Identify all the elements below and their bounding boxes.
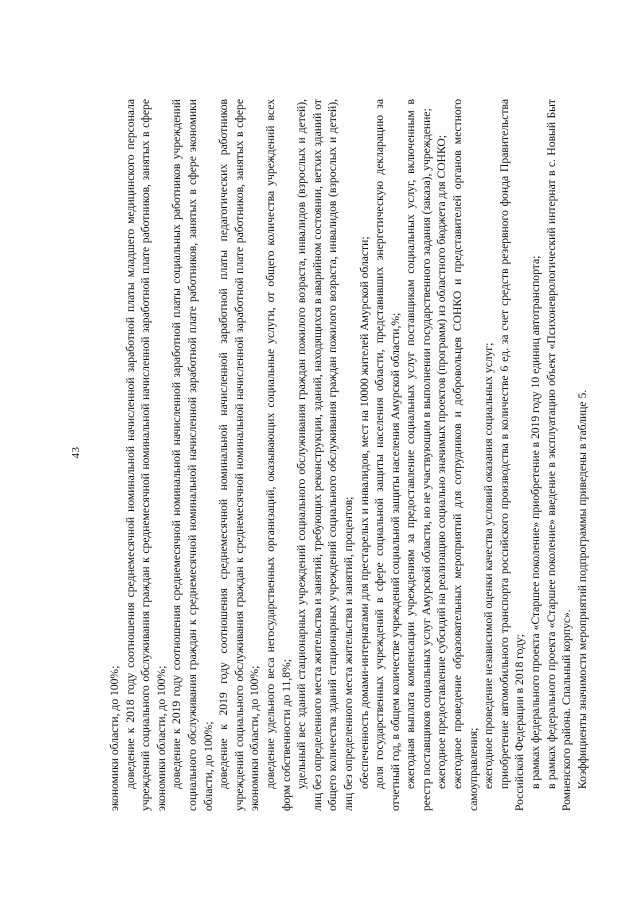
paragraph: ежегодное предоставление субсидий на реализацию социально значимых проектов (программ) из областного бюджета для СОНКО;	[435, 135, 449, 789]
paragraph: ежегодное проведение независимой оценки качества условий оказания социальных услуг;	[482, 342, 496, 789]
paragraph: доведение к 2019 году соотношения среднемесячной номинальной начисленной заработной платы педагогических работников учреждений социального обслуживания граждан к среднемесячной номинальной начисленной заработной плате работников, занятых в сфере экономики области, до 100%;	[217, 99, 262, 811]
paragraph: доведение к 2018 году соотношения среднемесячной номинальной начисленной заработной платы младшего медицинского персонала учреждений социального обслуживания граждан к среднемесячной номинальной начисленной заработной плате работников, занятых в сфере экономики области, до 100%;	[123, 99, 168, 811]
paragraph: обеспеченность домами-интернатами для престарелых и инвалидов, мест на 10000 жителей Амурской области;	[357, 236, 371, 789]
document-body	[107, 99, 627, 811]
paragraph: приобретение автомобильного транспорта российского производства в количестве 6 ед. за счет средств резервного фонда Правительства Российской Федерации в 2018 году;	[497, 99, 527, 811]
page-number: 43	[70, 446, 82, 459]
paragraph: удельный вес зданий стационарных учреждений социального обслуживания граждан пожилого возраста, инвалидов (взрослых и детей), лиц без определенного места жительства и занятий, требующих реконструкции, зданий, находящихся в аварийном состоянии, ветхих зданий от общего количества зданий стационарных учреждений социального обслуживания граждан пожилого возраста, инвалидов (взрослых и детей), лиц без определенного места жительства и занятий, процентов;	[295, 99, 355, 811]
paragraph: доведение к 2019 году соотношения среднемесячной номинальной начисленной заработной платы социальных работников учреждений социального обслуживания граждан к среднемесячной номинальной начисленной заработной плате работников, занятых в сфере экономики области, до 100%;	[170, 99, 215, 811]
paragraph: ежегодное проведение образовательных мероприятий для сотрудников и добровольцев СОНКО и представителей органов местного самоуправления;	[451, 99, 480, 811]
paragraph: ежегодная выплата компенсации учреждениям за предоставление социальных услуг поставщикам социальных услуг, включенным в реестр поставщиков социальных услуг Амурской области, но не участвующим в выполнении государственного задания (заказа), учреждение;	[404, 99, 433, 811]
paragraph: Коэффициенты значимости мероприятий подпрограммы приведены в таблице 5.	[575, 389, 589, 789]
paragraph: доведение удельного веса негосударственных организаций, оказывающих социальные услуги, от общего количества учреждений всех форм собственности до 11,8%;	[263, 99, 293, 811]
paragraph: экономики области, до 100%;	[108, 665, 121, 811]
paragraph: в рамках федерального проекта «Старшее поколение» приобретение в 2019 году 10 единиц автотранспорта;	[529, 255, 543, 789]
paragraph: в рамках федерального проекта «Старшее поколение» введение в эксплуатацию объект «Психоневрологический интернат в с. Новый Быт Ромненского района. Спальный корпус».	[544, 99, 574, 811]
paragraph: доля государственных учреждений в сфере социальной защиты населения области, представивших энергетическую декларацию за отчетный год, в общем количестве учреждений социальной защиты населения Амурской области,%;	[373, 99, 402, 811]
